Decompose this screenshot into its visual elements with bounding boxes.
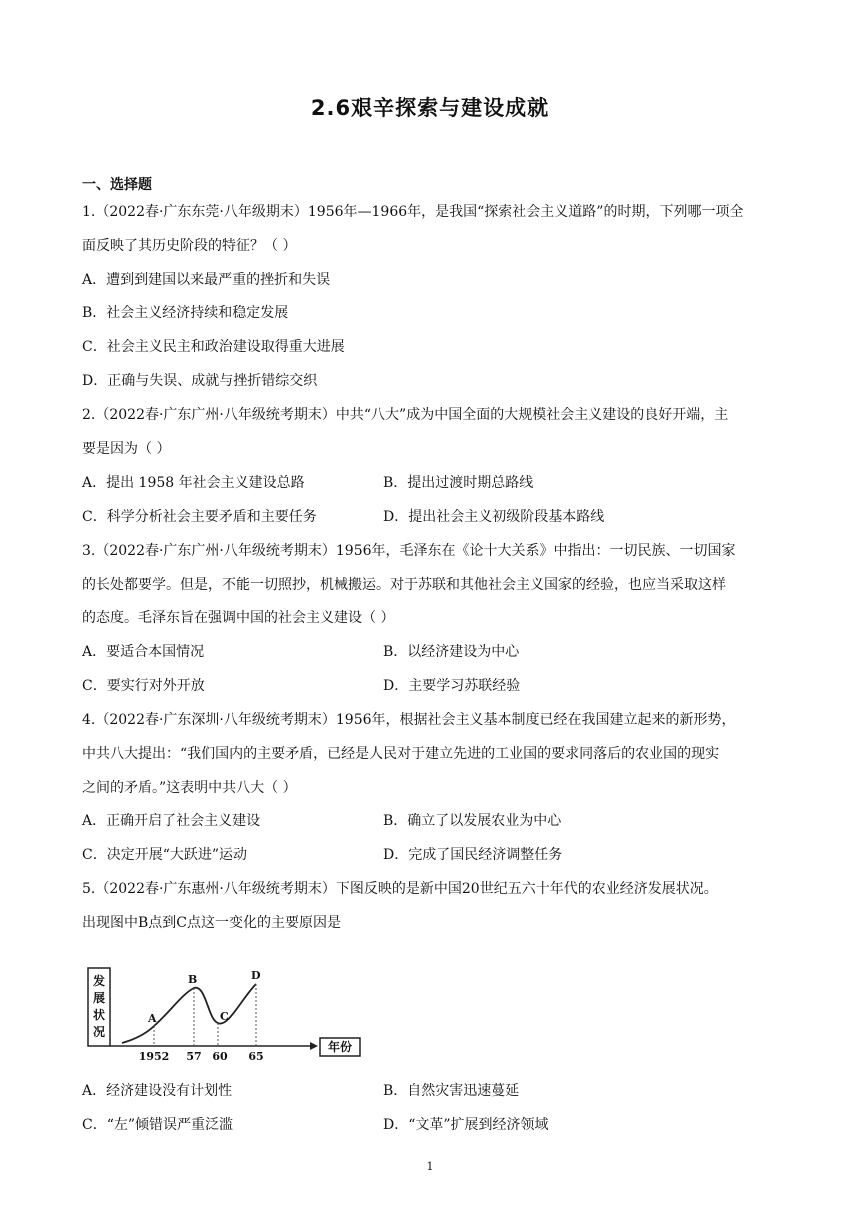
x-tick-57: 57 [186, 1050, 202, 1063]
q1-option-a: A．遭到到建国以来最严重的挫折和失误 [82, 272, 331, 288]
x-tick-1952: 1952 [138, 1050, 170, 1063]
y-axis-label-char: 发 [92, 974, 106, 988]
point-label-b: B [188, 973, 198, 986]
point-label-a: A [148, 1012, 157, 1025]
x-axis-arrow [310, 1042, 318, 1050]
q4-stem-line-3: 之间的矛盾。”这表明中共八大（ ） [82, 780, 297, 796]
x-axis-label: 年份 [327, 1040, 353, 1054]
q3-option-c: C．要实行对外开放 [82, 678, 205, 694]
q3-stem-line-2: 的长处都要学。但是，不能一切照抄，机械搬运。对于苏联和其他社会主义国家的经验，也应当采取这样 [82, 577, 726, 593]
q2-stem-line-2: 要是因为（ ） [82, 441, 171, 457]
point-label-c: C [220, 1010, 229, 1023]
q2-stem-line-1: 2.（2022春·广东广州·八年级统考期末）中共“八大”成为中国全面的大规模社会主义建设的良好开端，主 [82, 407, 729, 423]
q4-option-a: A．正确开启了社会主义建设 [82, 813, 261, 829]
agriculture-development-chart [82, 958, 362, 1064]
q1-option-d: D．正确与失误、成就与挫折错综交织 [82, 373, 318, 389]
point-label-d: D [251, 969, 261, 982]
q1-option-b: B．社会主义经济持续和稳定发展 [82, 305, 289, 321]
q5-option-d: D．“文革”扩展到经济领域 [383, 1117, 549, 1133]
q4-option-d: D．完成了国民经济调整任务 [383, 847, 563, 863]
q2-option-c: C．科学分析社会主要矛盾和主要任务 [82, 509, 317, 525]
development-curve [122, 984, 256, 1043]
q4-option-b: B．确立了以发展农业为中心 [383, 813, 562, 829]
q3-stem-line-3: 的态度。毛泽东旨在强调中国的社会主义建设（ ） [82, 610, 395, 626]
y-axis-label-char: 状 [92, 1008, 106, 1022]
q2-option-a: A．提出 1958 年社会主义建设总路 [82, 475, 305, 491]
q1-option-c: C．社会主义民主和政治建设取得重大进展 [82, 339, 345, 355]
q5-option-b: B．自然灾害迅速蔓延 [383, 1083, 520, 1099]
q3-option-d: D．主要学习苏联经验 [383, 678, 521, 694]
section-heading: 一、选择题 [82, 177, 152, 193]
q5-stem-line-2: 出现图中B点到C点这一变化的主要原因是 [82, 915, 341, 931]
q3-option-b: B．以经济建设为中心 [383, 644, 520, 660]
q4-option-c: C．决定开展“大跃进”运动 [82, 847, 248, 863]
q1-stem-line-1: 1.（2022春·广东东莞·八年级期末）1956年—1966年，是我国“探索社会主义道路”的时期，下列哪一项全 [82, 204, 744, 220]
q5-option-a: A．经济建设没有计划性 [82, 1083, 233, 1099]
x-tick-60: 60 [212, 1050, 228, 1063]
q5-stem-line-1: 5.（2022春·广东惠州·八年级统考期末）下图反映的是新中国20世纪五六十年代的农业经济发展状况。 [82, 881, 718, 897]
q5-option-c: C．“左”倾错误严重泛滥 [82, 1117, 234, 1133]
q4-stem-line-1: 4.（2022春·广东深圳·八年级统考期末）1956年，根据社会主义基本制度已经在我国建立起来的新形势， [82, 712, 736, 728]
y-axis-label-char: 展 [92, 991, 106, 1005]
q3-option-a: A．要适合本国情况 [82, 644, 205, 660]
q3-stem-line-1: 3.（2022春·广东广州·八年级统考期末）1956年，毛泽东在《论十大关系》中指出：一切民族、一切国家 [82, 543, 736, 559]
y-axis-label-char: 况 [92, 1025, 106, 1039]
q2-option-b: B．提出过渡时期总路线 [383, 475, 534, 491]
page-title: 2.6艰辛探索与建设成就 [310, 96, 550, 120]
q4-stem-line-2: 中共八大提出：“我们国内的主要矛盾，已经是人民对于建立先进的工业国的要求同落后的农业国的现实 [82, 746, 720, 762]
page-number: 1 [426, 1160, 434, 1173]
q2-option-d: D．提出社会主义初级阶段基本路线 [383, 509, 605, 525]
q1-stem-line-2: 面反映了其历史阶段的特征？（ ） [82, 238, 297, 254]
x-tick-65: 65 [248, 1050, 264, 1063]
